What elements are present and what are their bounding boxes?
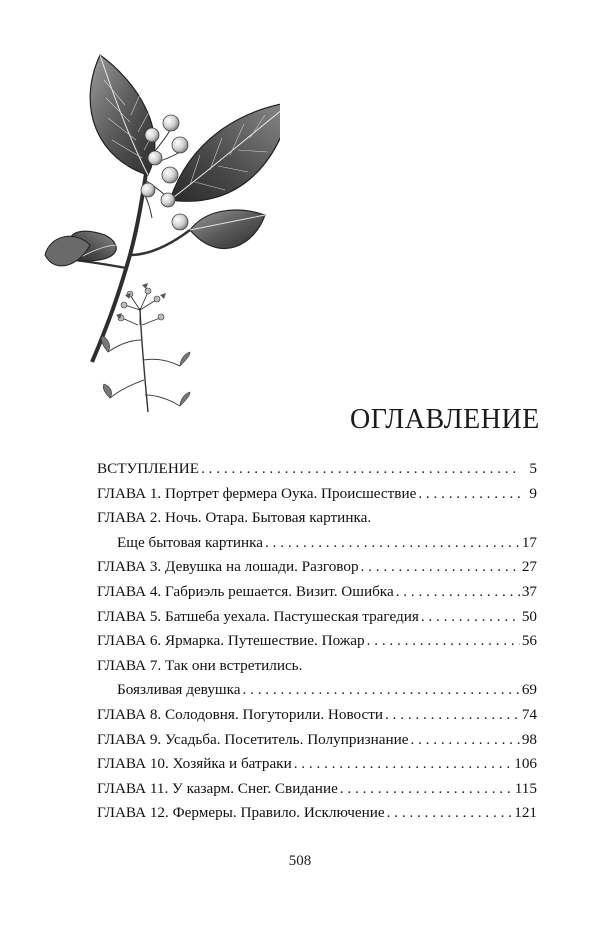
dot-leader bbox=[387, 801, 513, 826]
toc-entry-title: ГЛАВА 1. Портрет фермера Оука. Происшествие bbox=[97, 484, 417, 502]
dot-leader bbox=[367, 629, 520, 654]
dot-leader bbox=[294, 752, 513, 777]
dot-leader bbox=[410, 728, 519, 753]
toc-entry-continuation-line bbox=[97, 531, 537, 556]
toc-entry-continuation-line bbox=[97, 678, 537, 703]
toc-title: ОГЛАВЛЕНИЕ bbox=[350, 404, 540, 435]
toc-entry bbox=[97, 752, 537, 777]
toc-entry-page: 27 bbox=[521, 558, 537, 576]
toc-entry-title: ГЛАВА 10. Хозяйка и батраки bbox=[97, 755, 292, 773]
leaf-icon bbox=[170, 102, 280, 201]
toc-entry-page: 115 bbox=[514, 779, 537, 797]
toc-entry bbox=[97, 506, 537, 531]
page-number: 508 bbox=[288, 853, 312, 869]
toc-entry-page: 9 bbox=[529, 484, 537, 502]
toc-entry-page: 121 bbox=[514, 804, 537, 822]
leaf-icon bbox=[45, 231, 118, 266]
toc-entry bbox=[97, 728, 537, 753]
toc-entry-page: 98 bbox=[521, 730, 537, 748]
dot-leader bbox=[265, 531, 520, 556]
dot-leader bbox=[396, 580, 520, 605]
toc-entry bbox=[97, 555, 537, 580]
toc-entry bbox=[97, 703, 537, 728]
table-of-contents bbox=[97, 457, 537, 826]
dot-leader bbox=[361, 555, 520, 580]
toc-list bbox=[97, 457, 537, 826]
toc-entry bbox=[97, 629, 537, 654]
leaf-icon bbox=[190, 210, 265, 249]
toc-entry-title: ГЛАВА 8. Солодовня. Погуторили. Новости bbox=[97, 705, 384, 723]
toc-entry-page: 106 bbox=[514, 755, 537, 773]
toc-entry-title: ГЛАВА 11. У казарм. Снег. Свидание bbox=[97, 779, 338, 797]
toc-entry-page: 17 bbox=[521, 533, 537, 551]
toc-entry-page: 74 bbox=[521, 705, 537, 723]
dot-leader bbox=[243, 678, 520, 703]
toc-entry bbox=[97, 654, 537, 679]
toc-entry-title: ГЛАВА 2. Ночь. Отара. Бытовая картинка. bbox=[97, 509, 372, 527]
toc-entry-page: 56 bbox=[521, 632, 537, 650]
toc-entry-title: ГЛАВА 3. Девушка на лошади. Разговор bbox=[97, 558, 359, 576]
toc-entry-page: 5 bbox=[529, 460, 537, 477]
toc-entry bbox=[97, 482, 537, 507]
toc-entry bbox=[97, 457, 537, 482]
toc-entry-title: ГЛАВА 5. Батшеба уехала. Пастушеская трагедия bbox=[97, 607, 419, 625]
toc-entry-page: 69 bbox=[521, 681, 537, 699]
toc-entry-continuation: Боязливая девушка bbox=[117, 681, 241, 699]
dot-leader bbox=[421, 605, 520, 630]
dot-leader bbox=[340, 777, 513, 802]
dot-leader bbox=[418, 482, 521, 507]
toc-entry-title: ГЛАВА 12. Фермеры. Правило. Исключение bbox=[97, 804, 385, 822]
toc-entry-title: ВСТУПЛЕНИЕ bbox=[97, 460, 200, 477]
toc-entry-title: ГЛАВА 4. Габриэль решается. Визит. Ошибка bbox=[97, 582, 394, 600]
dot-leader bbox=[385, 703, 520, 728]
toc-entry bbox=[97, 801, 537, 826]
botanical-branch-illustration bbox=[30, 40, 280, 420]
toc-entry bbox=[97, 605, 537, 630]
toc-entry-continuation: Еще бытовая картинка bbox=[117, 533, 264, 551]
toc-entry-page: 50 bbox=[521, 607, 537, 625]
toc-entry-title: ГЛАВА 9. Усадьба. Посетитель. Полупризнание bbox=[97, 730, 409, 748]
dot-leader bbox=[201, 457, 521, 482]
toc-entry-title: ГЛАВА 6. Ярмарка. Путешествие. Пожар bbox=[97, 632, 365, 650]
leaf-icon bbox=[90, 55, 155, 175]
toc-entry bbox=[97, 777, 537, 802]
toc-entry-page: 37 bbox=[521, 582, 537, 600]
toc-entry bbox=[97, 580, 537, 605]
toc-entry-title: ГЛАВА 7. Так они встретились. bbox=[97, 656, 303, 674]
